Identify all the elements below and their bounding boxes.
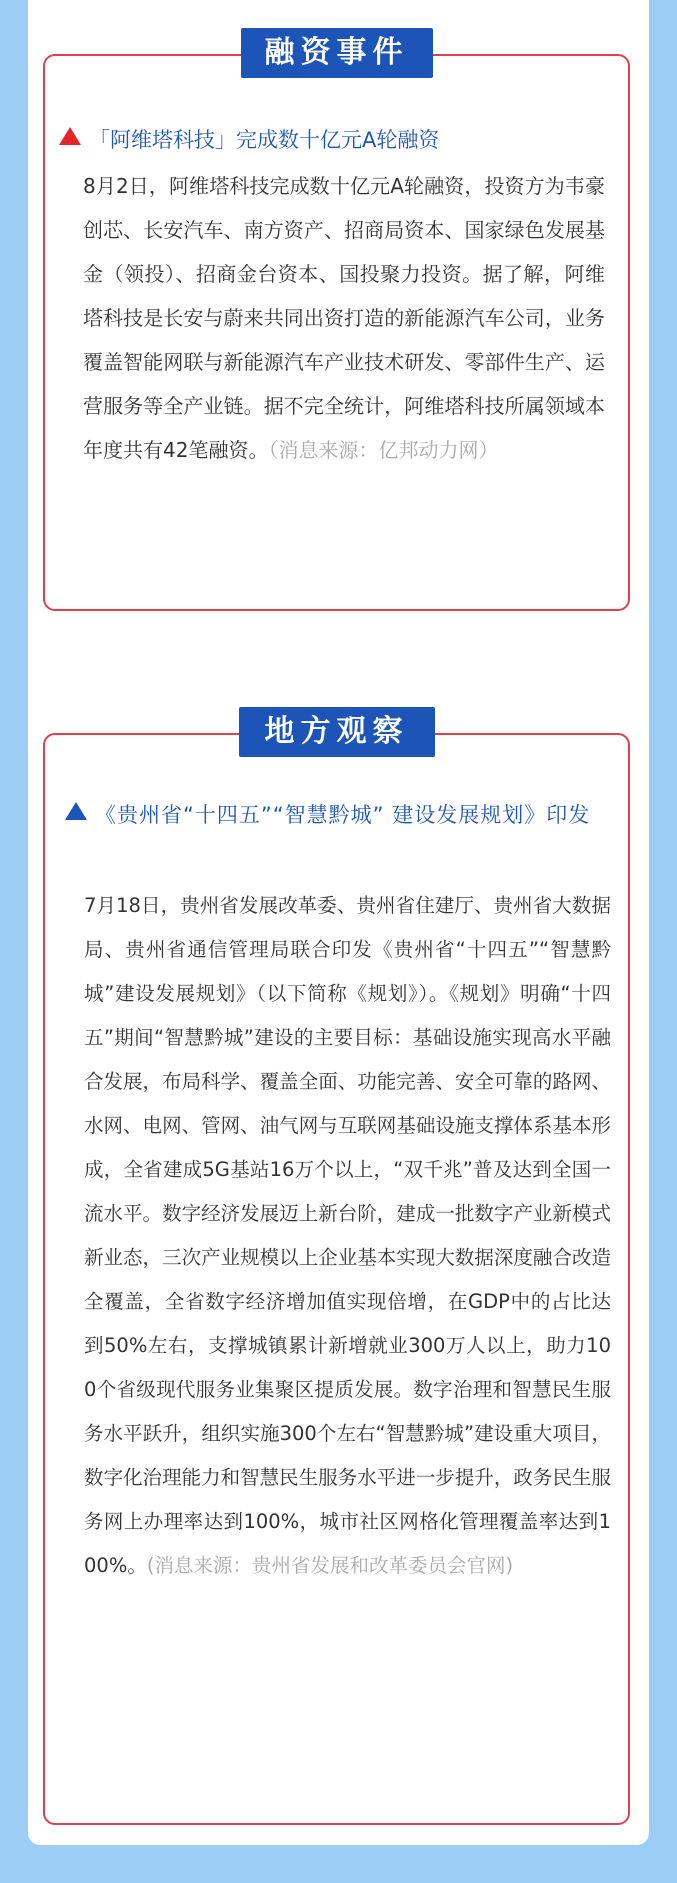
local-headline[interactable]: [65, 793, 615, 837]
section-title-local: 地方观察: [239, 707, 435, 757]
financing-source: （消息来源：亿邦动力网）: [268, 438, 499, 462]
blue-triangle-icon: [65, 802, 87, 820]
local-body-text: 7月18日，贵州省发展改革委、贵州省住建厅、贵州省大数据局、贵州省通信管理局联合印发《贵州省“十四五”“智慧黔城”建设发展规划》（以下简称《规划》）。《规划》明确“十四五”期间“智慧黔城”建设的主要目标：基础设施实现高水平融合发展，布局科学、覆盖全面、功能完善、安全可靠的路网、水网、电网、管网、油气网与互联网基础设施支撑体系基本形成，全省建成5G基站16万个以上，“双千兆”普及达到全国一流水平。数字经济发展迈上新台阶，建成一批数字产业新模式新业态，三次产业规模以上企业基本实现大数据深度融合改造全覆盖，全省数字经济增加值实现倍增，在GDP中的占比达到50%左右，支撑城镇累计新增就业300万人以上，助力100个省级现代服务业集聚区提质发展。数字治理和智慧民生服务水平跃升，组织实施300个左右“智慧黔城”建设重大项目，数字化治理能力和智慧民生服务水平进一步提升，政务民生服务网上办理率达到100%，城市社区网格化管理覆盖率达到100%。: [84, 894, 611, 1577]
financing-body: [83, 164, 605, 472]
local-headline-text: 《贵州省“十四五”“智慧黔城” 建设发展规划》印发: [95, 803, 591, 827]
financing-body-text: 8月2日，阿维塔科技完成数十亿元A轮融资，投资方为韦豪创芯、长安汽车、南方资产、招商局资本、国家绿色发展基金（领投）、招商金台资本、国投聚力投资。据了解，阿维塔科技是长安与蔚来共同出资打造的新能源汽车公司，业务覆盖智能网联与新能源汽车产业技术研发、零部件生产、运营服务等全产业链。据不完全统计，阿维塔科技所属领域本年度共有42笔融资。: [83, 174, 605, 462]
financing-events-card: [43, 35, 630, 611]
section-title-financing: 融资事件: [241, 28, 433, 78]
red-triangle-icon: [59, 127, 81, 145]
local-body: [84, 884, 611, 1588]
financing-headline[interactable]: [59, 118, 619, 162]
financing-headline-text: 「阿维塔科技」完成数十亿元A轮融资: [89, 128, 440, 152]
local-source: (消息来源：贵州省发展和改革委员会官网): [146, 1554, 514, 1577]
local-observation-card: [43, 714, 630, 1825]
